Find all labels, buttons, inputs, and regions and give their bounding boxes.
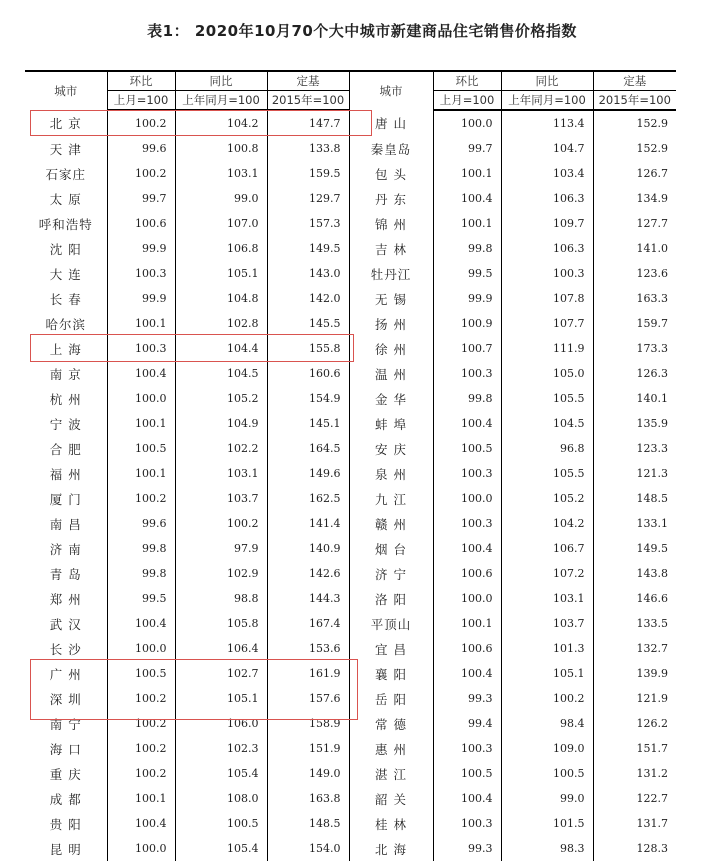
table-row <box>25 686 676 711</box>
city-cell: 贵 阳 <box>49 816 82 832</box>
mom-cell: 99.7 <box>433 136 501 161</box>
yoy-cell: 106.8 <box>175 236 267 261</box>
mom-cell: 99.5 <box>433 261 501 286</box>
city-cell: 徐 州 <box>349 336 433 361</box>
yoy-cell: 105.2 <box>501 486 593 511</box>
city-cell: 丹 东 <box>349 186 433 211</box>
table-row <box>25 586 676 611</box>
fixed-cell: 158.9 <box>267 711 349 736</box>
yoy-cell: 104.8 <box>175 286 267 311</box>
city-cell: 广 州 <box>49 666 82 682</box>
yoy-cell: 105.8 <box>175 611 267 636</box>
table-row <box>25 761 676 786</box>
city-cell: 宁 波 <box>49 416 82 432</box>
table-row <box>25 736 676 761</box>
fixed-cell: 131.2 <box>593 761 676 786</box>
city-cell: 赣 州 <box>349 511 433 536</box>
yoy-cell: 107.7 <box>501 311 593 336</box>
yoy-cell: 100.3 <box>501 261 593 286</box>
yoy-cell: 103.7 <box>175 486 267 511</box>
yoy-cell: 99.0 <box>501 786 593 811</box>
yoy-cell: 104.2 <box>501 511 593 536</box>
fixed-cell: 141.0 <box>593 236 676 261</box>
city-cell: 惠 州 <box>349 736 433 761</box>
fixed-cell: 148.5 <box>593 486 676 511</box>
yoy-cell: 103.7 <box>501 611 593 636</box>
city-cell: 泉 州 <box>349 461 433 486</box>
fixed-cell: 154.0 <box>267 836 349 861</box>
fixed-cell: 149.5 <box>593 536 676 561</box>
table-row <box>25 561 676 586</box>
fixed-base-left: 2015年=100 <box>267 91 349 111</box>
fixed-cell: 133.1 <box>593 511 676 536</box>
mom-cell: 99.8 <box>433 386 501 411</box>
fixed-cell: 162.5 <box>267 486 349 511</box>
city-cell: 济 宁 <box>349 561 433 586</box>
yoy-cell: 105.5 <box>501 461 593 486</box>
mom-cell: 100.2 <box>107 161 175 186</box>
table-row <box>25 436 676 461</box>
mom-cell: 100.1 <box>433 611 501 636</box>
mom-cell: 99.9 <box>107 286 175 311</box>
city-cell: 金 华 <box>349 386 433 411</box>
yoy-cell: 102.2 <box>175 436 267 461</box>
city-cell: 秦皇岛 <box>349 136 433 161</box>
mom-cell: 100.0 <box>433 110 501 136</box>
mom-cell: 100.3 <box>433 511 501 536</box>
yoy-cell: 98.4 <box>501 711 593 736</box>
mom-header-right: 环比 <box>433 71 501 91</box>
table-row <box>25 361 676 386</box>
city-cell: 桂 林 <box>349 811 433 836</box>
fixed-header-right: 定基 <box>593 71 676 91</box>
city-cell: 襄 阳 <box>349 661 433 686</box>
city-cell: 长 沙 <box>49 641 82 657</box>
city-cell: 南 京 <box>49 366 82 382</box>
fixed-cell: 153.6 <box>267 636 349 661</box>
city-cell: 锦 州 <box>349 211 433 236</box>
fixed-cell: 121.3 <box>593 461 676 486</box>
fixed-cell: 152.9 <box>593 136 676 161</box>
mom-cell: 100.4 <box>433 786 501 811</box>
mom-cell: 99.8 <box>433 236 501 261</box>
fixed-cell: 161.9 <box>267 661 349 686</box>
mom-cell: 100.5 <box>107 436 175 461</box>
mom-cell: 100.2 <box>107 110 175 136</box>
fixed-cell: 164.5 <box>267 436 349 461</box>
table-row <box>25 211 676 236</box>
yoy-cell: 101.3 <box>501 636 593 661</box>
city-cell: 北 京 <box>49 116 82 131</box>
fixed-cell: 149.5 <box>267 236 349 261</box>
fixed-cell: 122.7 <box>593 786 676 811</box>
yoy-cell: 109.0 <box>501 736 593 761</box>
yoy-cell: 105.4 <box>175 761 267 786</box>
mom-cell: 100.4 <box>433 186 501 211</box>
fixed-cell: 121.9 <box>593 686 676 711</box>
mom-cell: 100.0 <box>107 386 175 411</box>
city-cell: 合 肥 <box>49 441 82 457</box>
fixed-cell: 173.3 <box>593 336 676 361</box>
fixed-header-left: 定基 <box>267 71 349 91</box>
city-cell: 安 庆 <box>349 436 433 461</box>
fixed-cell: 135.9 <box>593 411 676 436</box>
city-cell: 长 春 <box>49 291 82 307</box>
yoy-header-left: 同比 <box>175 71 267 91</box>
city-header-left: 城市 <box>25 71 107 110</box>
fixed-cell: 149.0 <box>267 761 349 786</box>
mom-cell: 100.2 <box>107 711 175 736</box>
fixed-cell: 127.7 <box>593 211 676 236</box>
city-cell: 昆 明 <box>49 841 82 857</box>
city-cell: 厦 门 <box>49 491 82 507</box>
table-row <box>25 786 676 811</box>
fixed-cell: 134.9 <box>593 186 676 211</box>
yoy-cell: 106.7 <box>501 536 593 561</box>
yoy-cell: 103.1 <box>175 461 267 486</box>
table-row <box>25 636 676 661</box>
yoy-cell: 106.4 <box>175 636 267 661</box>
fixed-cell: 151.7 <box>593 736 676 761</box>
yoy-cell: 105.0 <box>501 361 593 386</box>
fixed-cell: 159.5 <box>267 161 349 186</box>
yoy-cell: 104.7 <box>501 136 593 161</box>
mom-cell: 100.2 <box>107 736 175 761</box>
table-row <box>25 836 676 861</box>
yoy-cell: 98.8 <box>175 586 267 611</box>
table-row <box>25 611 676 636</box>
mom-cell: 99.8 <box>107 536 175 561</box>
yoy-cell: 109.7 <box>501 211 593 236</box>
city-cell: 重 庆 <box>49 766 82 782</box>
fixed-cell: 149.6 <box>267 461 349 486</box>
table-row <box>25 461 676 486</box>
city-cell: 哈尔滨 <box>45 316 86 332</box>
mom-cell: 100.3 <box>433 811 501 836</box>
fixed-cell: 140.1 <box>593 386 676 411</box>
fixed-cell: 154.9 <box>267 386 349 411</box>
mom-cell: 100.6 <box>107 211 175 236</box>
yoy-cell: 107.8 <box>501 286 593 311</box>
yoy-cell: 100.5 <box>175 811 267 836</box>
yoy-cell: 104.5 <box>175 361 267 386</box>
fixed-cell: 151.9 <box>267 736 349 761</box>
yoy-cell: 105.5 <box>501 386 593 411</box>
fixed-cell: 145.5 <box>267 311 349 336</box>
mom-cell: 100.7 <box>433 336 501 361</box>
yoy-cell: 105.4 <box>175 836 267 861</box>
city-cell: 郑 州 <box>49 591 82 607</box>
fixed-cell: 123.6 <box>593 261 676 286</box>
fixed-cell: 142.6 <box>267 561 349 586</box>
yoy-cell: 102.3 <box>175 736 267 761</box>
city-cell: 蚌 埠 <box>349 411 433 436</box>
mom-cell: 100.5 <box>433 761 501 786</box>
mom-cell: 99.9 <box>433 286 501 311</box>
yoy-cell: 105.2 <box>175 386 267 411</box>
table-row <box>25 336 676 361</box>
yoy-cell: 107.0 <box>175 211 267 236</box>
mom-cell: 100.4 <box>107 361 175 386</box>
mom-cell: 100.4 <box>433 411 501 436</box>
mom-cell: 99.6 <box>107 136 175 161</box>
mom-cell: 100.2 <box>107 686 175 711</box>
yoy-header-right: 同比 <box>501 71 593 91</box>
mom-cell: 100.4 <box>107 811 175 836</box>
city-cell: 呼和浩特 <box>38 216 93 232</box>
fixed-cell: 148.5 <box>267 811 349 836</box>
fixed-cell: 142.0 <box>267 286 349 311</box>
fixed-cell: 140.9 <box>267 536 349 561</box>
yoy-cell: 104.5 <box>501 411 593 436</box>
city-cell: 洛 阳 <box>349 586 433 611</box>
yoy-cell: 103.1 <box>175 161 267 186</box>
city-cell: 岳 阳 <box>349 686 433 711</box>
table-body <box>25 110 676 861</box>
fixed-cell: 126.7 <box>593 161 676 186</box>
fixed-cell: 143.8 <box>593 561 676 586</box>
table-row <box>25 161 676 186</box>
fixed-cell: 160.6 <box>267 361 349 386</box>
city-cell: 北 海 <box>349 836 433 861</box>
mom-cell: 100.1 <box>107 311 175 336</box>
yoy-cell: 111.9 <box>501 336 593 361</box>
table-row <box>25 236 676 261</box>
mom-cell: 100.1 <box>107 461 175 486</box>
city-cell: 武 汉 <box>49 616 82 632</box>
table-row <box>25 261 676 286</box>
city-cell: 大 连 <box>49 266 82 282</box>
fixed-cell: 146.6 <box>593 586 676 611</box>
table-row <box>25 110 676 136</box>
city-cell: 青 岛 <box>49 566 82 582</box>
city-cell: 杭 州 <box>49 391 82 407</box>
yoy-cell: 113.4 <box>501 110 593 136</box>
mom-cell: 100.0 <box>107 636 175 661</box>
mom-cell: 100.0 <box>107 836 175 861</box>
mom-cell: 100.1 <box>107 411 175 436</box>
yoy-cell: 106.3 <box>501 236 593 261</box>
yoy-base-left: 上年同月=100 <box>175 91 267 111</box>
fixed-cell: 132.7 <box>593 636 676 661</box>
mom-cell: 100.6 <box>433 561 501 586</box>
yoy-cell: 100.2 <box>175 511 267 536</box>
fixed-cell: 157.6 <box>267 686 349 711</box>
city-cell: 石家庄 <box>45 166 86 182</box>
yoy-cell: 102.8 <box>175 311 267 336</box>
mom-cell: 99.8 <box>107 561 175 586</box>
mom-cell: 100.4 <box>433 536 501 561</box>
city-cell: 平顶山 <box>349 611 433 636</box>
city-cell: 常 德 <box>349 711 433 736</box>
table-row <box>25 386 676 411</box>
yoy-cell: 104.2 <box>175 110 267 136</box>
city-cell: 九 江 <box>349 486 433 511</box>
table-row <box>25 136 676 161</box>
yoy-cell: 105.1 <box>175 261 267 286</box>
mom-cell: 99.9 <box>107 236 175 261</box>
city-cell: 南 宁 <box>49 716 82 732</box>
mom-cell: 100.0 <box>433 586 501 611</box>
mom-cell: 100.2 <box>107 761 175 786</box>
yoy-cell: 102.7 <box>175 661 267 686</box>
table-row <box>25 311 676 336</box>
yoy-cell: 105.1 <box>501 661 593 686</box>
city-cell: 吉 林 <box>349 236 433 261</box>
table-row <box>25 536 676 561</box>
yoy-cell: 104.4 <box>175 336 267 361</box>
city-cell: 烟 台 <box>349 536 433 561</box>
mom-cell: 100.1 <box>107 786 175 811</box>
fixed-cell: 159.7 <box>593 311 676 336</box>
fixed-cell: 147.7 <box>267 110 349 136</box>
mom-cell: 100.9 <box>433 311 501 336</box>
mom-cell: 100.3 <box>433 736 501 761</box>
mom-base-right: 上月=100 <box>433 91 501 111</box>
mom-cell: 100.5 <box>433 436 501 461</box>
mom-cell: 100.4 <box>107 611 175 636</box>
table-row <box>25 411 676 436</box>
mom-cell: 100.3 <box>107 336 175 361</box>
mom-cell: 100.0 <box>433 486 501 511</box>
city-cell: 深 圳 <box>49 691 82 707</box>
city-cell: 太 原 <box>49 191 82 207</box>
yoy-cell: 107.2 <box>501 561 593 586</box>
city-cell: 湛 江 <box>349 761 433 786</box>
yoy-cell: 103.1 <box>501 586 593 611</box>
yoy-cell: 108.0 <box>175 786 267 811</box>
mom-cell: 100.5 <box>107 661 175 686</box>
mom-cell: 99.5 <box>107 586 175 611</box>
mom-cell: 99.7 <box>107 186 175 211</box>
mom-cell: 99.6 <box>107 511 175 536</box>
yoy-cell: 100.8 <box>175 136 267 161</box>
fixed-cell: 133.5 <box>593 611 676 636</box>
city-cell: 韶 关 <box>349 786 433 811</box>
yoy-cell: 100.2 <box>501 686 593 711</box>
fixed-cell: 155.8 <box>267 336 349 361</box>
mom-base-left: 上月=100 <box>107 91 175 111</box>
yoy-cell: 97.9 <box>175 536 267 561</box>
city-cell: 南 昌 <box>49 516 82 532</box>
city-cell: 福 州 <box>49 466 82 482</box>
yoy-cell: 103.4 <box>501 161 593 186</box>
city-cell: 无 锡 <box>349 286 433 311</box>
yoy-cell: 98.3 <box>501 836 593 861</box>
yoy-cell: 101.5 <box>501 811 593 836</box>
mom-cell: 100.4 <box>433 661 501 686</box>
table-row <box>25 811 676 836</box>
fixed-cell: 128.3 <box>593 836 676 861</box>
yoy-cell: 99.0 <box>175 186 267 211</box>
fixed-cell: 141.4 <box>267 511 349 536</box>
city-cell: 海 口 <box>49 741 82 757</box>
city-cell: 宜 昌 <box>349 636 433 661</box>
city-cell: 上 海 <box>49 341 82 357</box>
table-title: 表1： 2020年10月70个大中城市新建商品住宅销售价格指数 <box>147 22 577 40</box>
city-cell: 包 头 <box>349 161 433 186</box>
fixed-cell: 152.9 <box>593 110 676 136</box>
table-row <box>25 511 676 536</box>
yoy-cell: 100.5 <box>501 761 593 786</box>
fixed-cell: 157.3 <box>267 211 349 236</box>
yoy-cell: 104.9 <box>175 411 267 436</box>
fixed-cell: 145.1 <box>267 411 349 436</box>
mom-cell: 99.3 <box>433 686 501 711</box>
yoy-cell: 102.9 <box>175 561 267 586</box>
yoy-cell: 106.0 <box>175 711 267 736</box>
mom-header-left: 环比 <box>107 71 175 91</box>
city-cell: 沈 阳 <box>49 241 82 257</box>
city-cell: 牡丹江 <box>349 261 433 286</box>
yoy-base-right: 上年同月=100 <box>501 91 593 111</box>
table-row <box>25 711 676 736</box>
table-row <box>25 286 676 311</box>
table-row <box>25 661 676 686</box>
fixed-cell: 131.7 <box>593 811 676 836</box>
city-cell: 唐 山 <box>349 110 433 136</box>
mom-cell: 100.6 <box>433 636 501 661</box>
mom-cell: 100.3 <box>107 261 175 286</box>
fixed-cell: 143.0 <box>267 261 349 286</box>
city-header-right: 城市 <box>349 71 433 110</box>
city-cell: 天 津 <box>49 141 82 157</box>
fixed-base-right: 2015年=100 <box>593 91 676 111</box>
city-cell: 成 都 <box>49 791 82 807</box>
yoy-cell: 105.1 <box>175 686 267 711</box>
fixed-cell: 144.3 <box>267 586 349 611</box>
mom-cell: 100.2 <box>107 486 175 511</box>
mom-cell: 100.1 <box>433 211 501 236</box>
mom-cell: 99.4 <box>433 711 501 736</box>
price-index-table <box>25 70 676 861</box>
fixed-cell: 133.8 <box>267 136 349 161</box>
mom-cell: 100.3 <box>433 461 501 486</box>
fixed-cell: 129.7 <box>267 186 349 211</box>
table-row <box>25 186 676 211</box>
fixed-cell: 123.3 <box>593 436 676 461</box>
yoy-cell: 96.8 <box>501 436 593 461</box>
yoy-cell: 106.3 <box>501 186 593 211</box>
city-cell: 温 州 <box>349 361 433 386</box>
fixed-cell: 163.8 <box>267 786 349 811</box>
city-cell: 扬 州 <box>349 311 433 336</box>
fixed-cell: 163.3 <box>593 286 676 311</box>
table-row <box>25 486 676 511</box>
fixed-cell: 167.4 <box>267 611 349 636</box>
city-cell: 济 南 <box>49 541 82 557</box>
mom-cell: 100.1 <box>433 161 501 186</box>
mom-cell: 99.3 <box>433 836 501 861</box>
fixed-cell: 126.3 <box>593 361 676 386</box>
mom-cell: 100.3 <box>433 361 501 386</box>
fixed-cell: 139.9 <box>593 661 676 686</box>
fixed-cell: 126.2 <box>593 711 676 736</box>
